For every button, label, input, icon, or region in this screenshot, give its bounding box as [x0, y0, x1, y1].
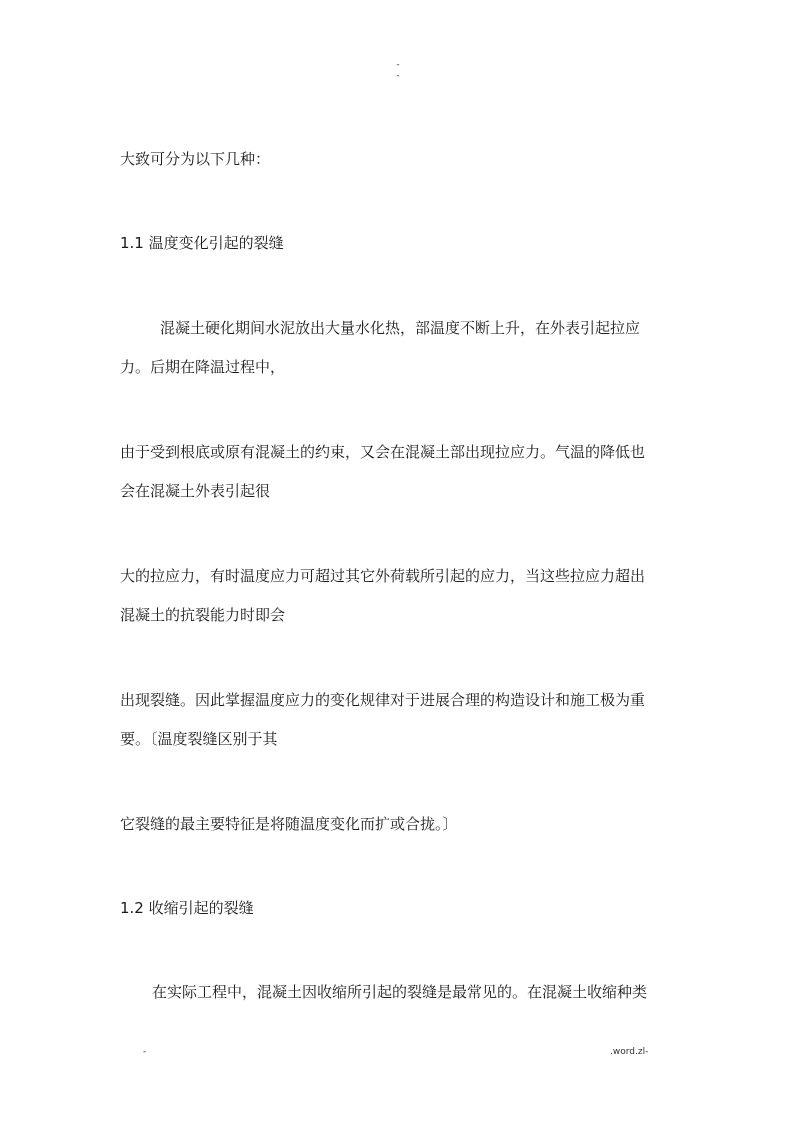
- paragraph-line: 混凝土的抗裂能力时即会: [120, 606, 286, 624]
- intro-line: 大致可分为以下几种：: [120, 150, 271, 168]
- footer-left: -: [143, 1047, 147, 1057]
- header-mark-bottom: -: [396, 71, 400, 81]
- header-mark-top: -: [396, 60, 400, 70]
- paragraph-line: 混凝土硬化期间水泥放出大量水化热，部温度不断上升，在外表引起拉应: [160, 319, 641, 337]
- paragraph-line: 要。〔温度裂缝区别于其: [120, 730, 278, 748]
- paragraph-line: 力。后期在降温过程中，: [120, 358, 286, 376]
- paragraph-line: 出现裂缝。因此掌握温度应力的变化规律对于进展合理的构造设计和施工极为重: [120, 691, 646, 709]
- paragraph-line: 它裂缝的最主要特征是将随温度变化而扩或合拢。〕: [120, 815, 458, 833]
- paragraph-line: 在实际工程中，混凝土因收缩所引起的裂缝是最常见的。在混凝土收缩种类: [152, 983, 648, 1001]
- section-heading-1-1: 1.1 温度变化引起的裂缝: [120, 234, 284, 252]
- paragraph-line: 会在混凝土外表引起很: [120, 482, 271, 500]
- paragraph-line: 大的拉应力，有时温度应力可超过其它外荷载所引起的应力，当这些拉应力超出: [120, 567, 646, 585]
- paragraph-line: 由于受到根底或原有混凝土的约束，又会在混凝土部出现拉应力。气温的降低也: [120, 443, 646, 461]
- section-heading-1-2: 1.2 收缩引起的裂缝: [120, 899, 254, 917]
- footer-right: .word.zl-: [610, 1047, 649, 1057]
